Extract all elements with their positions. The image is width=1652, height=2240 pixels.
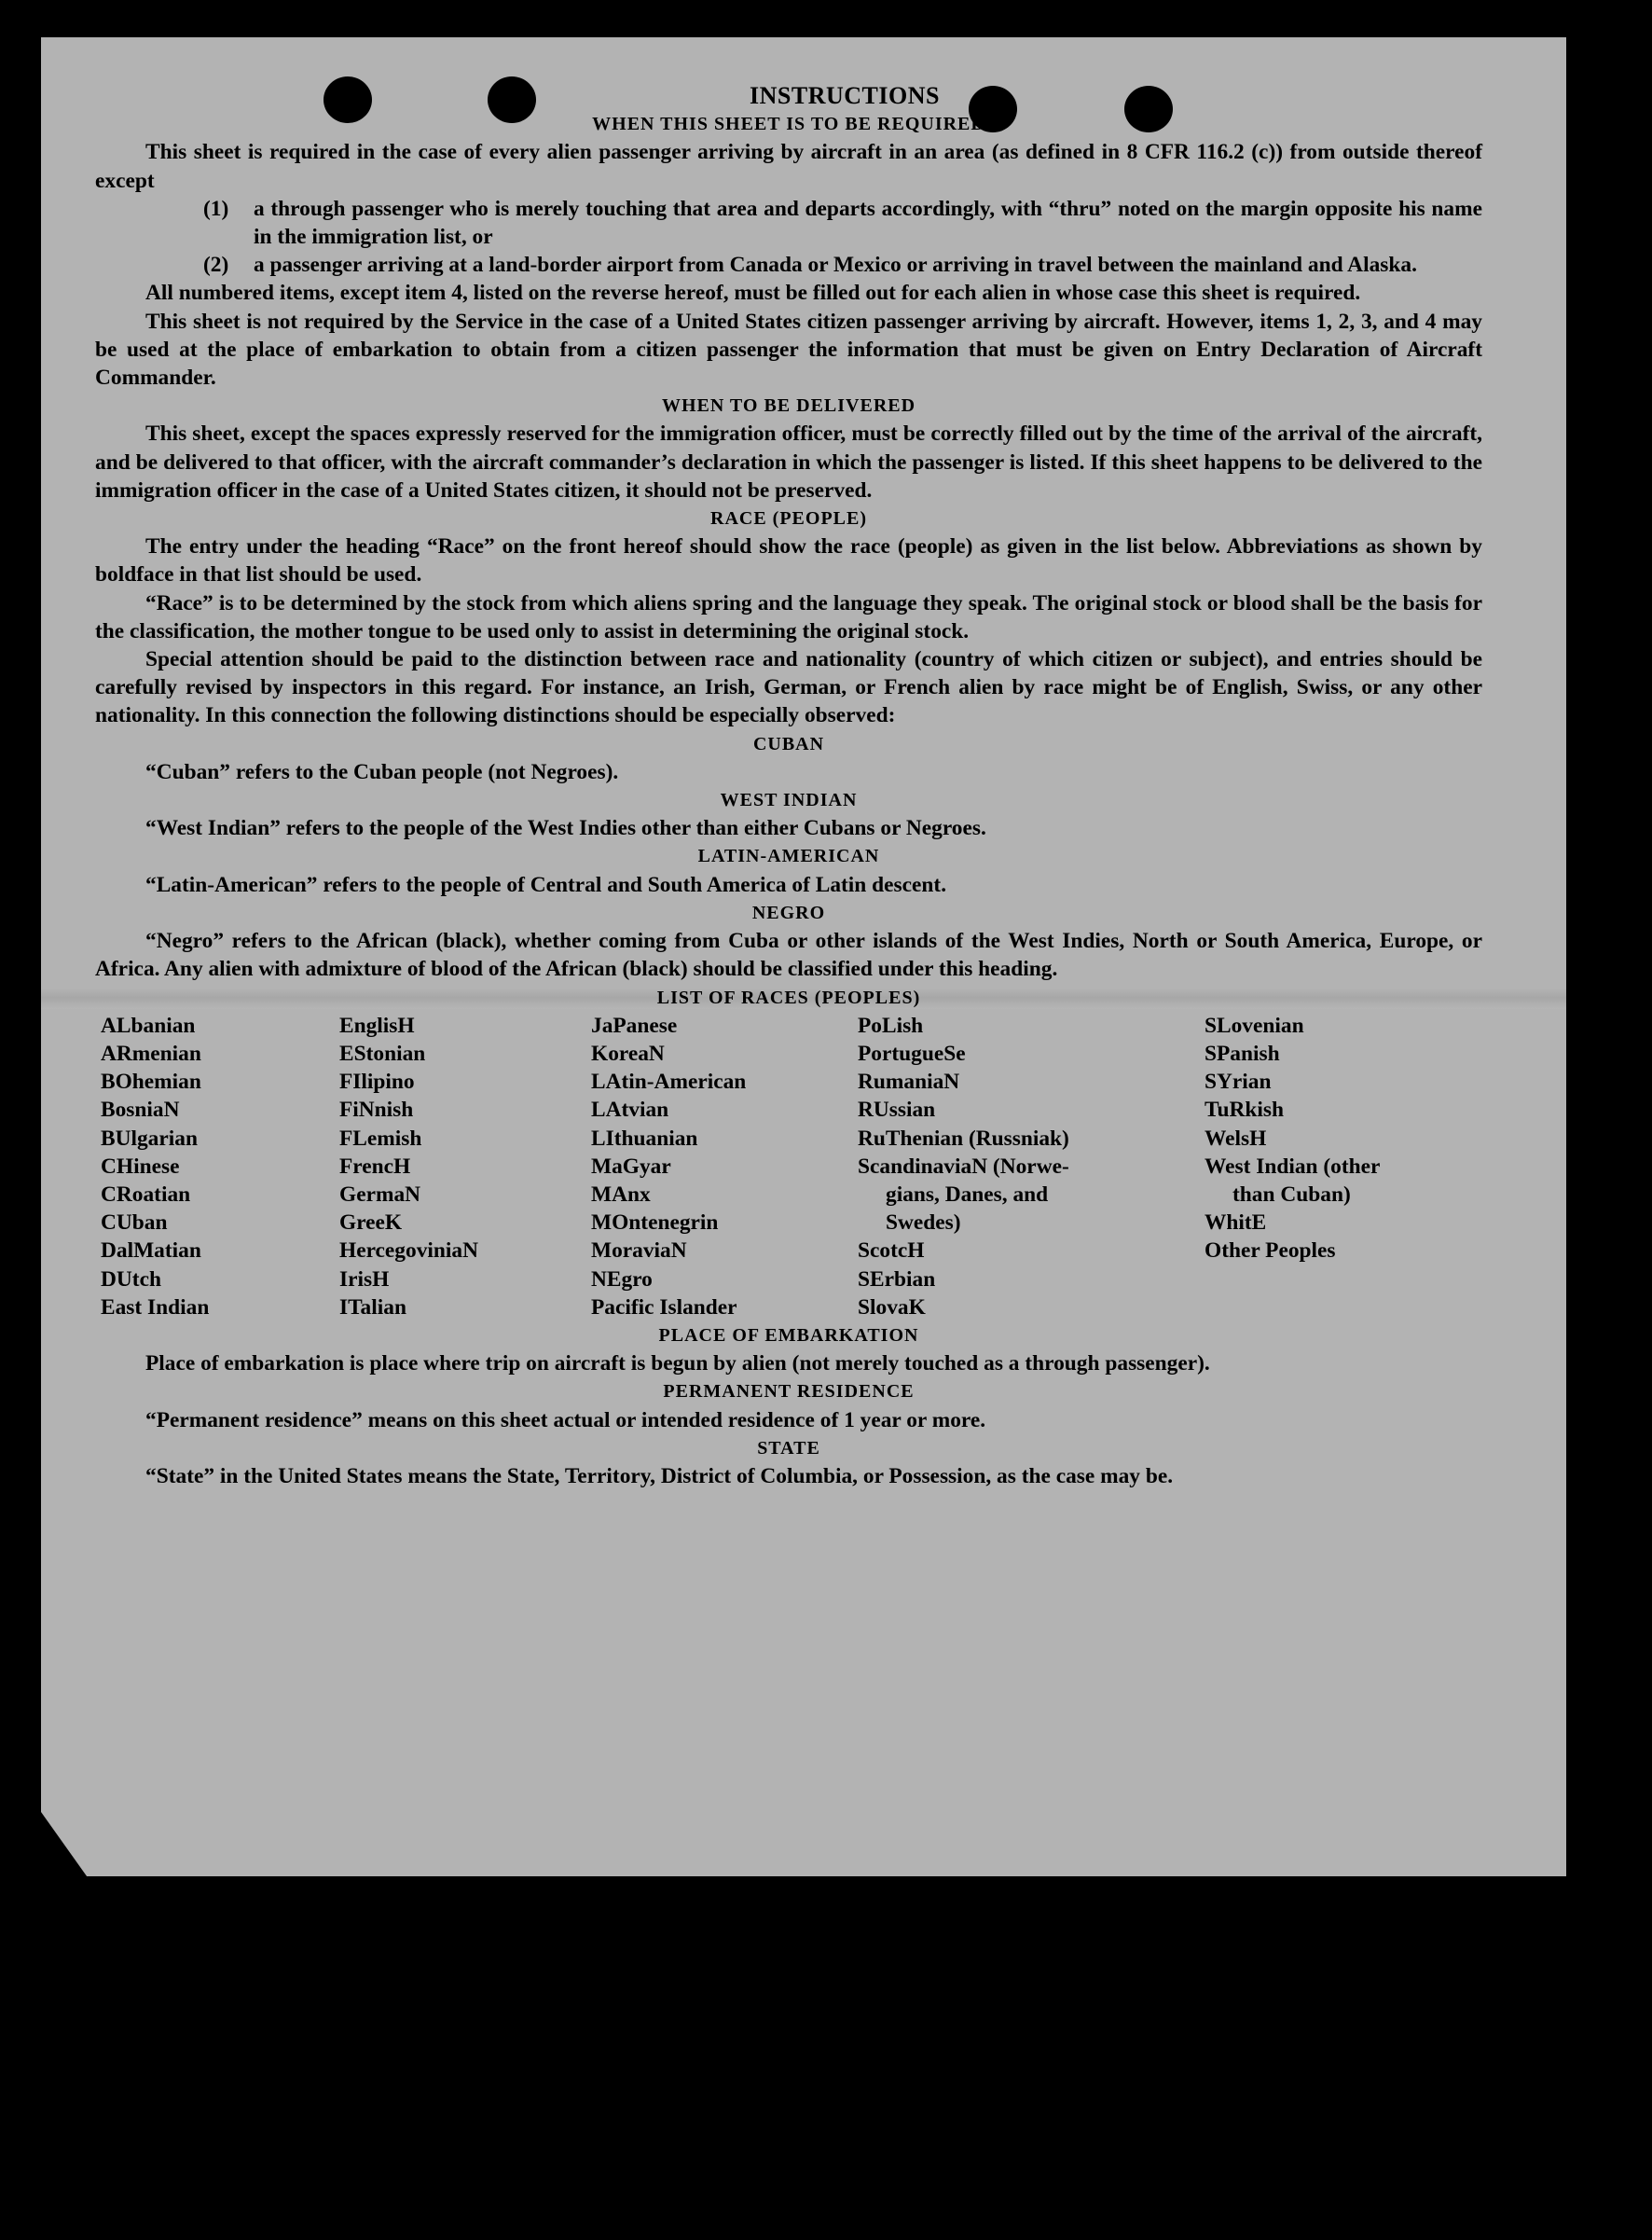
section-heading: WHEN THIS SHEET IS TO BE REQUIRED: [592, 114, 985, 135]
race-entry: EStonian: [339, 1041, 426, 1066]
list-item: [203, 251, 1482, 279]
race-entry: PoLish: [858, 1013, 924, 1038]
section-heading: WHEN TO BE DELIVERED: [661, 395, 916, 417]
race-entry: WelsH: [1205, 1126, 1267, 1151]
race-entry: than Cuban): [1232, 1182, 1351, 1207]
paragraph: “Negro” refers to the African (black), whether coming from Cuba or other islands of the West Indies, North or South America, Europe, or Africa. Any alien with admixture of blood of the African (black) should be classified under this heading.: [95, 929, 1482, 982]
race-entry: LIthuanian: [591, 1126, 698, 1151]
section-heading: STATE: [757, 1437, 820, 1459]
paragraph: This sheet is not required by the Service in the case of a United States citizen passenger arriving by aircraft. However, items 1, 2, 3, and 4 may be used at the place of embarkation to obtain from a citizen passenger the information that must be given on Entry Declaration of Aircraft Commander.: [95, 309, 1482, 391]
paragraph: The entry under the heading “Race” on the front hereof should show the race (people) as given in the list below. Abbreviations as shown by boldface in that list should be used.: [95, 534, 1482, 588]
race-entry: SYrian: [1205, 1070, 1272, 1095]
race-entry: ALbanian: [101, 1013, 196, 1038]
race-entry: LAtvian: [591, 1098, 669, 1123]
definition: “West Indian” refers to the people of the West Indies other than either Cubans or Negroes.: [145, 816, 986, 841]
race-entry: Other Peoples: [1205, 1238, 1336, 1264]
race-entry: GermaN: [339, 1182, 421, 1207]
race-entry: RumaniaN: [858, 1070, 960, 1095]
race-entry: East Indian: [101, 1294, 210, 1320]
race-entry: CHinese: [101, 1154, 180, 1179]
race-entry: ITalian: [339, 1294, 406, 1320]
race-entry: PortugueSe: [858, 1041, 966, 1066]
section-heading: PERMANENT RESIDENCE: [663, 1381, 915, 1403]
race-entry: ScotcH: [858, 1238, 925, 1264]
race-entry: gians, Danes, and: [886, 1182, 1049, 1207]
race-entry: BUlgarian: [101, 1126, 198, 1151]
race-entry: SLovenian: [1205, 1013, 1304, 1038]
race-entry: CUban: [101, 1210, 168, 1236]
item-number: (1): [203, 196, 229, 221]
section-heading: PLACE OF EMBARKATION: [658, 1324, 919, 1346]
paragraph: This sheet is required in the case of every alien passenger arriving by aircraft in an area (as defined in 8 CFR 116.2 (c)) from outside thereof except: [95, 140, 1482, 193]
races-column: [339, 1012, 591, 1321]
race-entry: WhitE: [1205, 1210, 1267, 1236]
paragraph: This sheet, except the spaces expressly reserved for the immigration officer, must be correctly filled out by the time of the arrival of the aircraft, and be delivered to that officer, with the aircraft commander’s declaration in which the passenger is listed. If this sheet happens to be delivered to the immigration officer in the case of a United States citizen, it should not be preserved.: [95, 422, 1482, 503]
paragraph: All numbered items, except item 4, listed on the reverse hereof, must be filled out for each alien in whose case this sheet is required.: [145, 281, 1361, 306]
race-entry: GreeK: [339, 1210, 403, 1236]
definition: “Cuban” refers to the Cuban people (not Negroes).: [145, 759, 619, 784]
race-entry: FiNnish: [339, 1098, 414, 1123]
race-entry: RUssian: [858, 1098, 936, 1123]
race-entry: West Indian (other: [1205, 1154, 1381, 1179]
item-text: a through passenger who is merely touching that area and departs accordingly, with “thru” noted on the margin opposite his name in the immigration list, or: [254, 196, 1482, 250]
races-column: [858, 1012, 1205, 1321]
list-item: [203, 195, 1482, 251]
section-heading: CUBAN: [752, 733, 825, 754]
definition: “Latin-American” refers to the people of Central and South America of Latin descent.: [145, 872, 947, 897]
race-entry: LAtin-American: [591, 1070, 747, 1095]
page-title: INSTRUCTIONS: [750, 82, 940, 109]
race-entry: MoraviaN: [591, 1238, 687, 1264]
race-entry: SlovaK: [858, 1294, 926, 1320]
race-entry: HercegoviniaN: [339, 1238, 478, 1264]
race-entry: FIlipino: [339, 1070, 415, 1095]
paragraph: “State” in the United States means the State, Territory, District of Columbia, or Possession, as the case may be.: [145, 1463, 1174, 1488]
race-entry: BosniaN: [101, 1098, 180, 1123]
paragraph: “Permanent residence” means on this sheet actual or intended residence of 1 year or more.: [145, 1407, 986, 1432]
section-heading: LIST OF RACES (PEOPLES): [656, 987, 921, 1008]
race-entry: MAnx: [591, 1182, 651, 1207]
race-entry: JaPanese: [591, 1013, 678, 1038]
race-entry: SPanish: [1205, 1041, 1280, 1066]
paragraph: Special attention should be paid to the distinction between race and nationality (country of which citizen or subject), and entries should be carefully revised by inspectors in this regard. For instance, an Irish, German, or French alien by race might be of English, Swiss, or any other nationality. In this connection the following distinctions should be especially observed:: [95, 647, 1482, 728]
instructions-content: [95, 82, 1482, 1490]
races-column: [591, 1012, 858, 1321]
race-entry: KoreaN: [591, 1041, 665, 1066]
race-entry: EnglisH: [339, 1013, 415, 1038]
race-entry: DalMatian: [101, 1238, 201, 1264]
paragraph: Place of embarkation is place where trip on aircraft is begun by alien (not merely touched as a through passenger).: [145, 1351, 1210, 1376]
section-heading: RACE (PEOPLE): [710, 508, 867, 530]
race-entry: SErbian: [858, 1266, 936, 1292]
section-heading: LATIN-AMERICAN: [697, 846, 880, 867]
race-entry: MOntenegrin: [591, 1210, 719, 1236]
race-entry: FLemish: [339, 1126, 422, 1151]
section-heading: NEGRO: [751, 902, 826, 923]
races-column: [1205, 1012, 1447, 1321]
race-entry: RuThenian (Russniak): [858, 1126, 1069, 1151]
item-number: (2): [203, 253, 229, 278]
race-entry: MaGyar: [591, 1154, 671, 1179]
race-entry: BOhemian: [101, 1070, 201, 1095]
race-entry: ScandinaviaN (Norwe-: [858, 1154, 1069, 1179]
race-entry: TuRkish: [1205, 1098, 1284, 1123]
race-entry: IrisH: [339, 1266, 390, 1292]
race-entry: NEgro: [591, 1266, 653, 1292]
race-entry: DUtch: [101, 1266, 161, 1292]
paragraph: “Race” is to be determined by the stock from which aliens spring and the language they speak. The original stock or blood shall be the basis for the classification, the mother tongue to be used only to assist in determining the original stock.: [95, 590, 1482, 643]
race-entry: FrencH: [339, 1154, 411, 1179]
section-heading: WEST INDIAN: [720, 790, 858, 811]
race-entry: Swedes): [886, 1210, 961, 1236]
races-column: [95, 1012, 339, 1321]
race-entry: CRoatian: [101, 1182, 191, 1207]
races-list: [95, 1012, 1482, 1321]
item-text: a passenger arriving at a land-border airport from Canada or Mexico or arriving in travel between the mainland and Alaska.: [254, 253, 1417, 278]
race-entry: Pacific Islander: [591, 1294, 737, 1320]
race-entry: ARmenian: [101, 1041, 201, 1066]
